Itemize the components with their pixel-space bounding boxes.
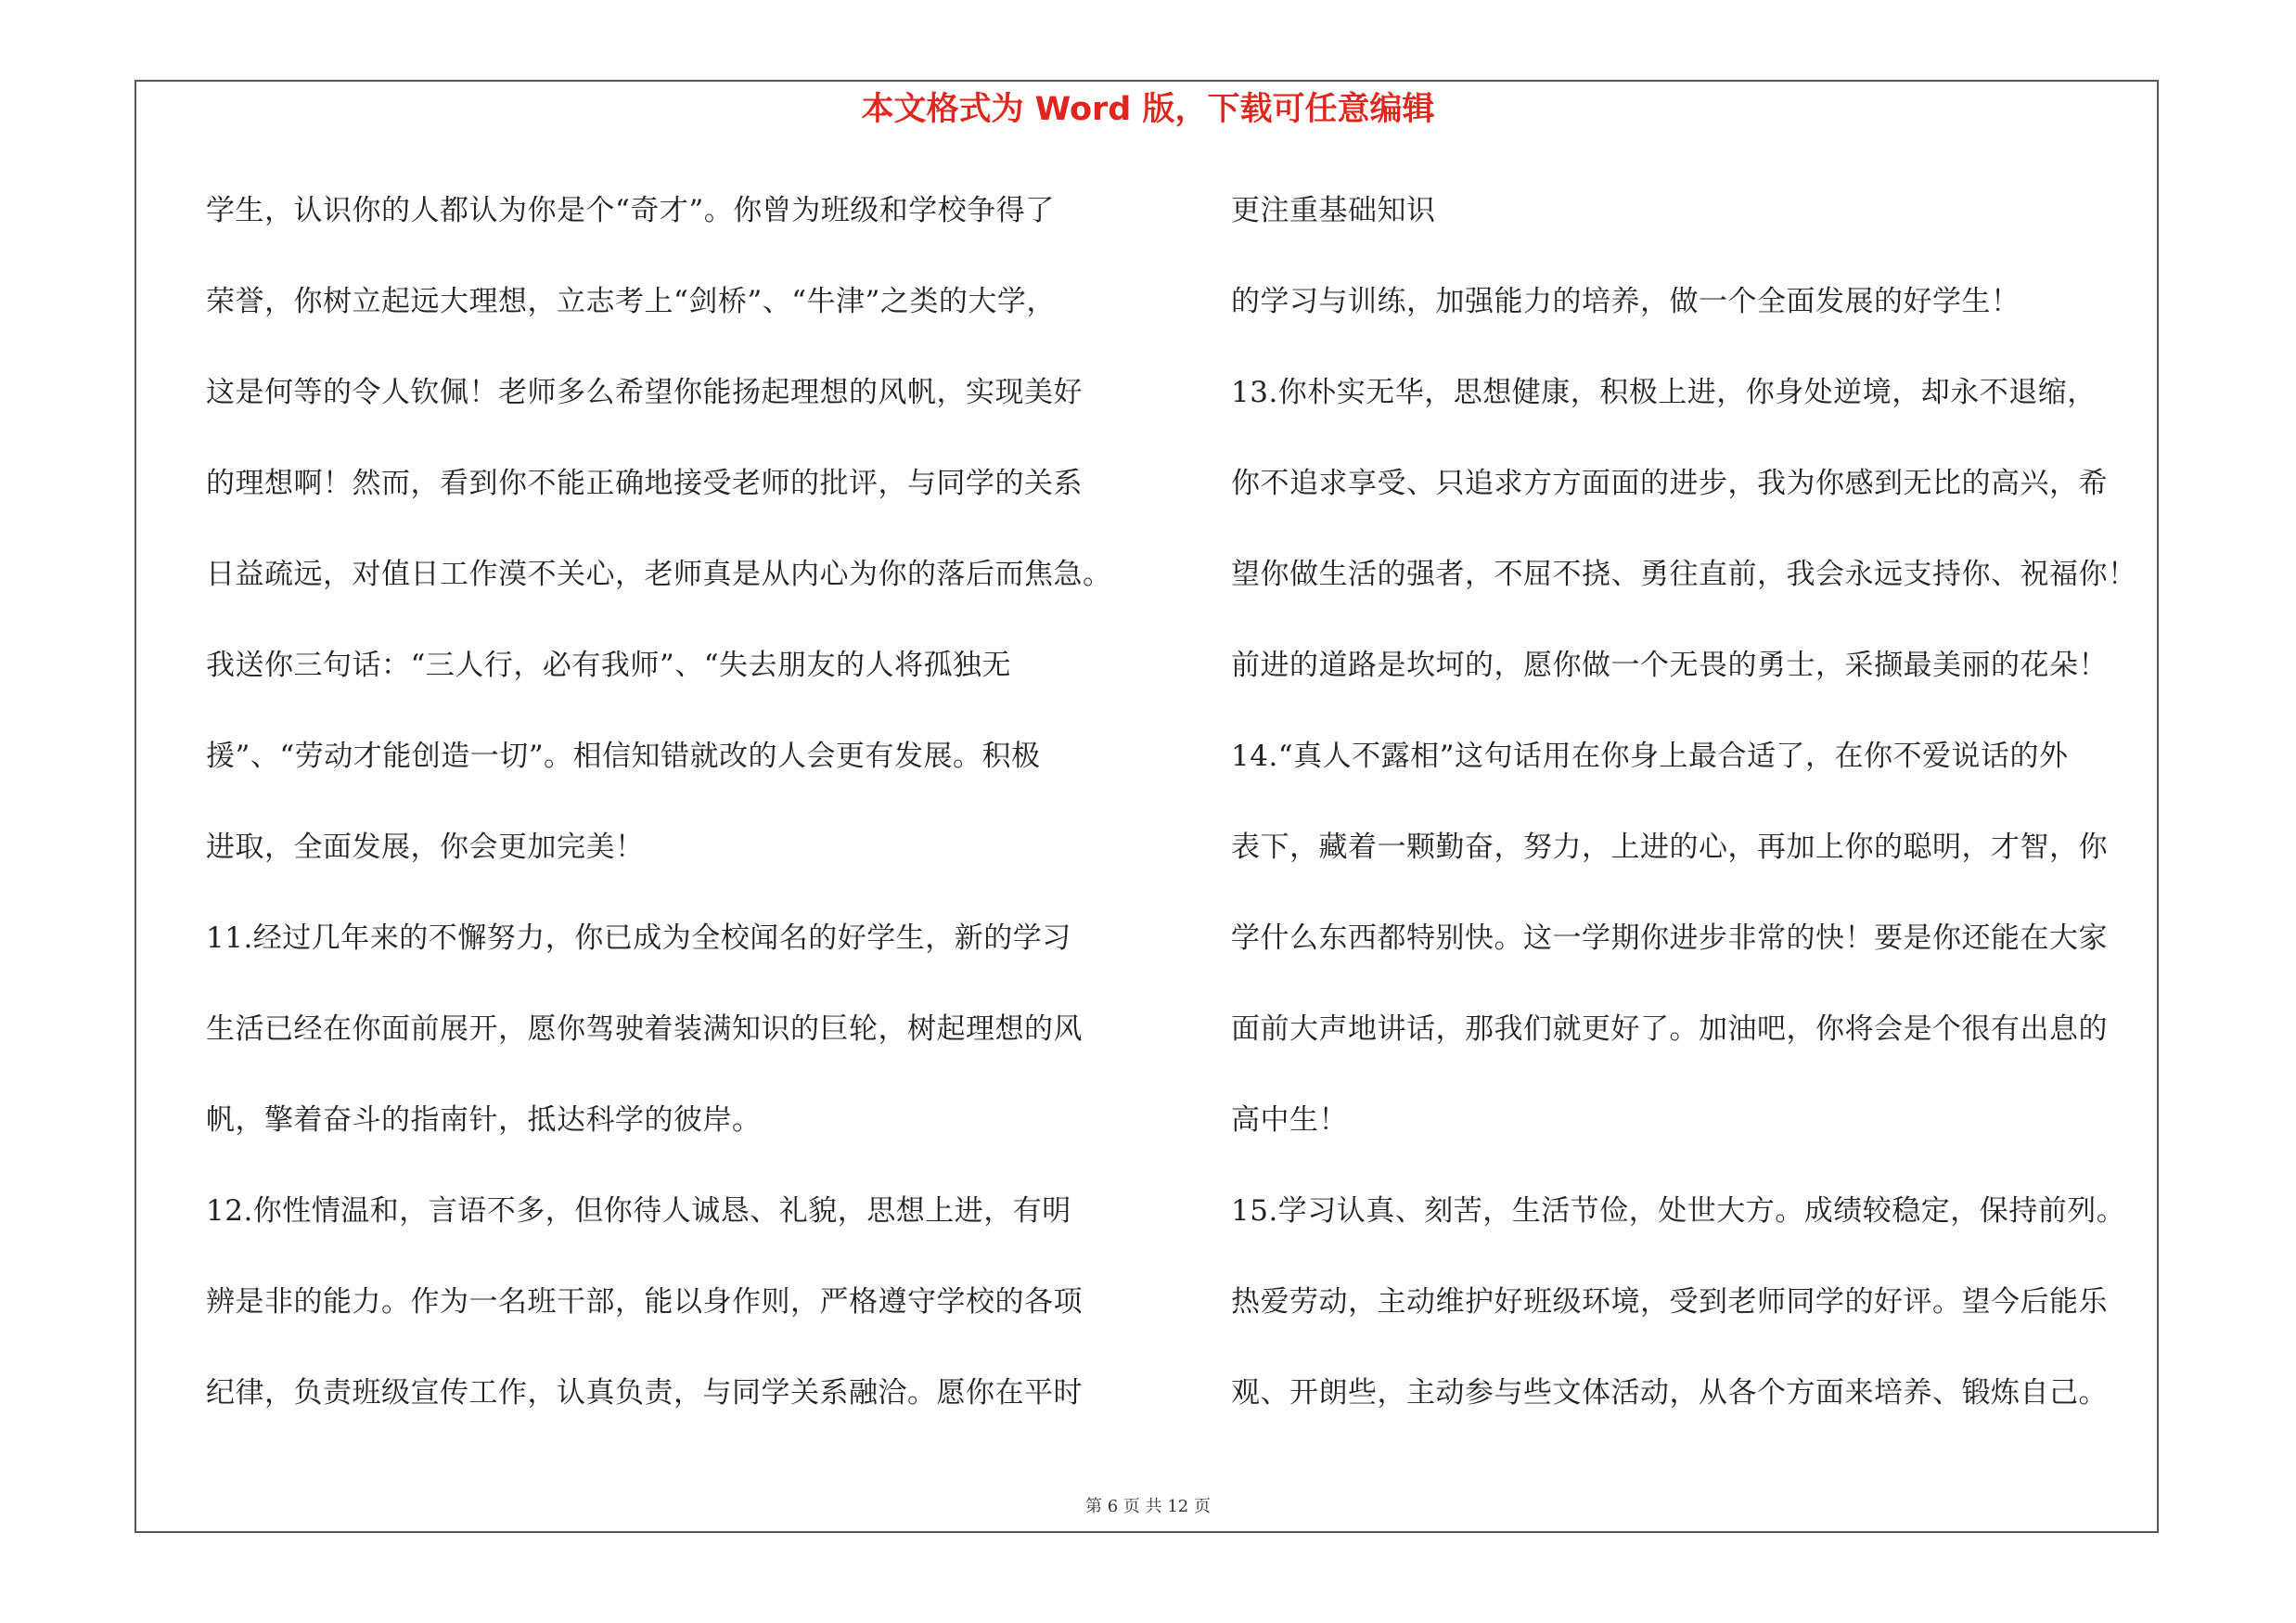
text-line: 学生，认识你的人都认为你是个“奇才”。你曾为班级和学校争得了 — [206, 194, 1055, 227]
text-line: 望你做生活的强者，不屈不挠、勇往直前，我会永远支持你、祝福你！ — [1231, 558, 2137, 591]
text-line: 15.学习认真、刻苦，生活节俭，处世大方。成绩较稳定，保持前列。 — [1231, 1194, 2126, 1228]
text-line: 观、开朗些，主动参与些文体活动，从各个方面来培养、锻炼自己。 — [1231, 1376, 2108, 1410]
right-text-column — [1231, 186, 2170, 1459]
header-notice: 本文格式为 Word 版，下载可任意编辑 — [861, 91, 1435, 128]
text-line: 学什么东西都特别快。这一学期你进步非常的快！要是你还能在大家 — [1231, 921, 2108, 955]
text-line: 纪律，负责班级宣传工作，认真负责，与同学关系融洽。愿你在平时 — [206, 1376, 1083, 1410]
page-number-footer: 第 6 页 共 12 页 — [1085, 1497, 1211, 1516]
text-line: 14.“真人不露相”这句话用在你身上最合适了，在你不爱说话的外 — [1231, 740, 2069, 773]
left-text-column — [206, 186, 1143, 1459]
text-line: 更注重基础知识 — [1231, 194, 1436, 227]
text-line: 日益疏远，对值日工作漠不关心，老师真是从内心为你的落后而焦急。 — [206, 558, 1112, 591]
text-line: 援”、“劳动才能创造一切”。相信知错就改的人会更有发展。积极 — [206, 740, 1041, 773]
text-line: 荣誉，你树立起远大理想，立志考上“剑桥”、“牛津”之类的大学， — [206, 285, 1056, 318]
text-line: 的学习与训练，加强能力的培养，做一个全面发展的好学生！ — [1231, 285, 2020, 318]
text-line: 11.经过几年来的不懈努力，你已成为全校闻名的好学生，新的学习 — [206, 921, 1071, 955]
text-line: 前进的道路是坎坷的，愿你做一个无畏的勇士，采撷最美丽的花朵！ — [1231, 649, 2108, 682]
text-line: 生活已经在你面前展开，愿你驾驶着装满知识的巨轮，树起理想的风 — [206, 1012, 1083, 1046]
text-line: 辨是非的能力。作为一名班干部，能以身作则，严格遵守学校的各项 — [206, 1285, 1083, 1319]
text-line: 这是何等的令人钦佩！老师多么希望你能扬起理想的风帆，实现美好 — [206, 376, 1083, 409]
text-line: 面前大声地讲话，那我们就更好了。加油吧，你将会是个很有出息的 — [1231, 1012, 2108, 1046]
text-line: 我送你三句话：“三人行，必有我师”、“失去朋友的人将孤独无 — [206, 649, 1012, 682]
text-line: 你不追求享受、只追求方方面面的进步，我为你感到无比的高兴，希 — [1231, 467, 2108, 500]
text-line: 高中生！ — [1231, 1103, 1348, 1137]
text-line: 表下，藏着一颗勤奋，努力，上进的心，再加上你的聪明，才智，你 — [1231, 831, 2108, 864]
text-line: 13.你朴实无华，思想健康，积极上进，你身处逆境，却永不退缩， — [1231, 376, 2097, 409]
text-line: 帆，擎着奋斗的指南针，抵达科学的彼岸。 — [206, 1103, 762, 1137]
text-line: 12.你性情温和，言语不多，但你待人诚恳、礼貌，思想上进，有明 — [206, 1194, 1071, 1228]
text-line: 的理想啊！然而，看到你不能正确地接受老师的批评，与同学的关系 — [206, 467, 1083, 500]
text-line: 进取，全面发展，你会更加完美！ — [206, 831, 645, 864]
text-line: 热爱劳动，主动维护好班级环境，受到老师同学的好评。望今后能乐 — [1231, 1285, 2108, 1319]
